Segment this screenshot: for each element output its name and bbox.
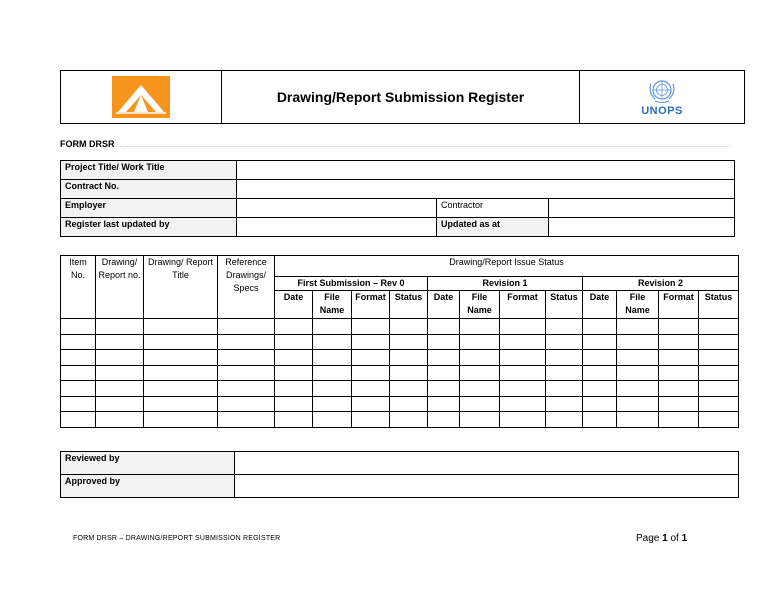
register-cell[interactable]: [428, 365, 460, 381]
register-cell[interactable]: [352, 350, 390, 366]
register-cell[interactable]: [617, 334, 659, 350]
register-cell[interactable]: [313, 319, 352, 335]
register-cell[interactable]: [659, 365, 699, 381]
un-emblem-icon: [647, 78, 677, 104]
document-title: Drawing/Report Submission Register: [222, 71, 580, 123]
sub-file-name: File Name: [460, 291, 500, 319]
register-cell[interactable]: [428, 412, 460, 428]
register-cell[interactable]: [96, 334, 144, 350]
group-revision-1: Revision 1: [428, 277, 583, 291]
register-cell[interactable]: [500, 412, 546, 428]
sub-date: Date: [275, 291, 313, 319]
register-cell[interactable]: [546, 412, 583, 428]
register-cell[interactable]: [617, 350, 659, 366]
header-row: [61, 256, 739, 277]
table-row: [61, 365, 739, 381]
sub-status: Status: [390, 291, 428, 319]
register-cell[interactable]: [659, 412, 699, 428]
register-cell[interactable]: [546, 365, 583, 381]
register-cell[interactable]: [583, 412, 617, 428]
company-logo-cell: [61, 71, 222, 123]
table-row: [61, 412, 739, 428]
register-cell[interactable]: [428, 334, 460, 350]
contract-no-field[interactable]: [237, 180, 735, 199]
register-body: [61, 319, 739, 428]
register-cell[interactable]: [699, 334, 739, 350]
register-cell[interactable]: [61, 365, 96, 381]
register-cell[interactable]: [218, 350, 275, 366]
register-cell[interactable]: [500, 334, 546, 350]
register-cell[interactable]: [428, 396, 460, 412]
unops-logo: [580, 71, 744, 123]
reviewed-by-field[interactable]: [235, 452, 739, 475]
register-cell[interactable]: [144, 334, 218, 350]
register-cell[interactable]: [583, 396, 617, 412]
register-cell[interactable]: [313, 350, 352, 366]
register-cell[interactable]: [390, 334, 428, 350]
table-row: [61, 161, 735, 180]
register-cell[interactable]: [390, 319, 428, 335]
document-header: [60, 70, 745, 124]
register-cell[interactable]: [460, 350, 500, 366]
sub-status: Status: [699, 291, 739, 319]
register-cell[interactable]: [460, 334, 500, 350]
contract-no-label: Contract No.: [61, 180, 237, 199]
register-cell[interactable]: [617, 365, 659, 381]
register-cell[interactable]: [313, 396, 352, 412]
col-drawing-no: Drawing/ Report no.: [96, 256, 144, 319]
register-cell[interactable]: [546, 334, 583, 350]
project-title-label: Project Title/ Work Title: [61, 161, 237, 180]
group-revision-2: Revision 2: [583, 277, 739, 291]
col-issue-status: Drawing/Report Issue Status: [275, 256, 739, 277]
page-word: Page: [636, 533, 660, 544]
register-cell[interactable]: [352, 381, 390, 397]
register-cell[interactable]: [390, 365, 428, 381]
register-cell[interactable]: [546, 396, 583, 412]
register-cell[interactable]: [61, 396, 96, 412]
register-cell[interactable]: [313, 365, 352, 381]
register-cell[interactable]: [352, 365, 390, 381]
col-item-no: Item No.: [61, 256, 96, 319]
register-cell[interactable]: [617, 396, 659, 412]
register-cell[interactable]: [218, 396, 275, 412]
register-cell[interactable]: [61, 412, 96, 428]
register-cell[interactable]: [390, 381, 428, 397]
form-code: FORM DRSR: [60, 139, 115, 149]
contractor-label: Contractor: [437, 199, 549, 218]
approved-by-label: Approved by: [61, 475, 235, 498]
register-cell[interactable]: [61, 350, 96, 366]
register-cell[interactable]: [500, 350, 546, 366]
register-cell[interactable]: [460, 365, 500, 381]
register-updated-label: Register last updated by: [61, 218, 237, 237]
register-cell[interactable]: [96, 319, 144, 335]
register-cell[interactable]: [699, 381, 739, 397]
register-cell[interactable]: [500, 381, 546, 397]
page-current: 1: [662, 533, 668, 544]
table-row: [61, 452, 739, 475]
register-cell[interactable]: [583, 334, 617, 350]
page-of: of: [670, 533, 679, 544]
sub-file-name: File Name: [313, 291, 352, 319]
register-cell[interactable]: [96, 412, 144, 428]
divider: [120, 146, 730, 147]
register-cell[interactable]: [699, 319, 739, 335]
register-cell[interactable]: [500, 319, 546, 335]
table-row: [61, 350, 739, 366]
register-cell[interactable]: [390, 412, 428, 428]
sub-file-name: File Name: [617, 291, 659, 319]
register-cell[interactable]: [699, 365, 739, 381]
register-cell[interactable]: [699, 350, 739, 366]
sub-status: Status: [546, 291, 583, 319]
register-cell[interactable]: [546, 319, 583, 335]
register-cell[interactable]: [144, 381, 218, 397]
col-title: Drawing/ Report Title: [144, 256, 218, 319]
register-cell[interactable]: [500, 365, 546, 381]
contractor-field[interactable]: [549, 199, 735, 218]
register-cell[interactable]: [699, 396, 739, 412]
review-table: [60, 451, 739, 498]
register-cell[interactable]: [617, 319, 659, 335]
register-cell[interactable]: [61, 381, 96, 397]
sub-date: Date: [428, 291, 460, 319]
table-row: [61, 319, 739, 335]
register-cell[interactable]: [313, 334, 352, 350]
register-cell[interactable]: [275, 350, 313, 366]
table-row: [61, 218, 735, 237]
register-cell[interactable]: [144, 396, 218, 412]
register-cell[interactable]: [460, 319, 500, 335]
register-cell[interactable]: [275, 319, 313, 335]
register-cell[interactable]: [460, 381, 500, 397]
register-cell[interactable]: [617, 412, 659, 428]
register-cell[interactable]: [352, 334, 390, 350]
register-cell[interactable]: [218, 365, 275, 381]
register-cell[interactable]: [583, 381, 617, 397]
register-cell[interactable]: [275, 396, 313, 412]
updated-as-at-label: Updated as at: [437, 218, 549, 237]
register-cell[interactable]: [96, 350, 144, 366]
register-cell[interactable]: [313, 412, 352, 428]
register-cell[interactable]: [428, 350, 460, 366]
register-cell[interactable]: [428, 381, 460, 397]
register-cell[interactable]: [390, 396, 428, 412]
register-cell[interactable]: [275, 334, 313, 350]
register-cell[interactable]: [144, 350, 218, 366]
table-row: [61, 334, 739, 350]
register-cell[interactable]: [546, 350, 583, 366]
table-row: [61, 396, 739, 412]
project-info-table: [60, 160, 735, 237]
table-row: [61, 199, 735, 218]
register-cell[interactable]: [699, 412, 739, 428]
register-cell[interactable]: [659, 396, 699, 412]
register-cell[interactable]: [460, 396, 500, 412]
register-cell[interactable]: [218, 412, 275, 428]
page-number: [636, 533, 687, 544]
register-cell[interactable]: [352, 396, 390, 412]
sub-format: Format: [352, 291, 390, 319]
register-cell[interactable]: [61, 319, 96, 335]
register-cell[interactable]: [659, 334, 699, 350]
table-row: [61, 475, 739, 498]
register-cell[interactable]: [617, 381, 659, 397]
register-cell[interactable]: [352, 319, 390, 335]
register-cell[interactable]: [275, 412, 313, 428]
register-cell[interactable]: [390, 350, 428, 366]
register-cell[interactable]: [96, 381, 144, 397]
register-cell[interactable]: [218, 381, 275, 397]
register-cell[interactable]: [500, 396, 546, 412]
register-cell[interactable]: [144, 412, 218, 428]
group-first-submission: First Submission – Rev 0: [275, 277, 428, 291]
table-row: [61, 180, 735, 199]
footer-form-title: FORM DRSR – DRAWING/REPORT SUBMISSION REGISTER: [73, 535, 281, 542]
register-cell[interactable]: [61, 334, 96, 350]
register-cell[interactable]: [583, 319, 617, 335]
register-cell[interactable]: [313, 381, 352, 397]
approved-by-field[interactable]: [235, 475, 739, 498]
project-title-field[interactable]: [237, 161, 735, 180]
register-cell[interactable]: [583, 365, 617, 381]
updated-as-at-field[interactable]: [549, 218, 735, 237]
register-cell[interactable]: [96, 396, 144, 412]
register-cell[interactable]: [659, 381, 699, 397]
register-cell[interactable]: [218, 334, 275, 350]
sub-format: Format: [659, 291, 699, 319]
register-cell[interactable]: [275, 381, 313, 397]
register-cell[interactable]: [546, 381, 583, 397]
register-updated-field[interactable]: [237, 218, 437, 237]
page-total: 1: [681, 533, 688, 544]
submission-register-table: [60, 255, 739, 428]
sub-date: Date: [583, 291, 617, 319]
table-row: [61, 381, 739, 397]
register-cell[interactable]: [144, 319, 218, 335]
tent-logo-icon: [112, 76, 170, 118]
sub-format: Format: [500, 291, 546, 319]
register-cell[interactable]: [583, 350, 617, 366]
register-cell[interactable]: [218, 319, 275, 335]
register-cell[interactable]: [428, 319, 460, 335]
register-cell[interactable]: [659, 319, 699, 335]
col-reference: Reference Drawings/ Specs: [218, 256, 275, 319]
register-cell[interactable]: [352, 412, 390, 428]
register-cell[interactable]: [144, 365, 218, 381]
register-cell[interactable]: [96, 365, 144, 381]
reviewed-by-label: Reviewed by: [61, 452, 235, 475]
register-cell[interactable]: [275, 365, 313, 381]
employer-field[interactable]: [237, 199, 437, 218]
register-cell[interactable]: [460, 412, 500, 428]
register-cell[interactable]: [659, 350, 699, 366]
employer-label: Employer: [61, 199, 237, 218]
unops-wordmark: UNOPS: [641, 104, 683, 117]
